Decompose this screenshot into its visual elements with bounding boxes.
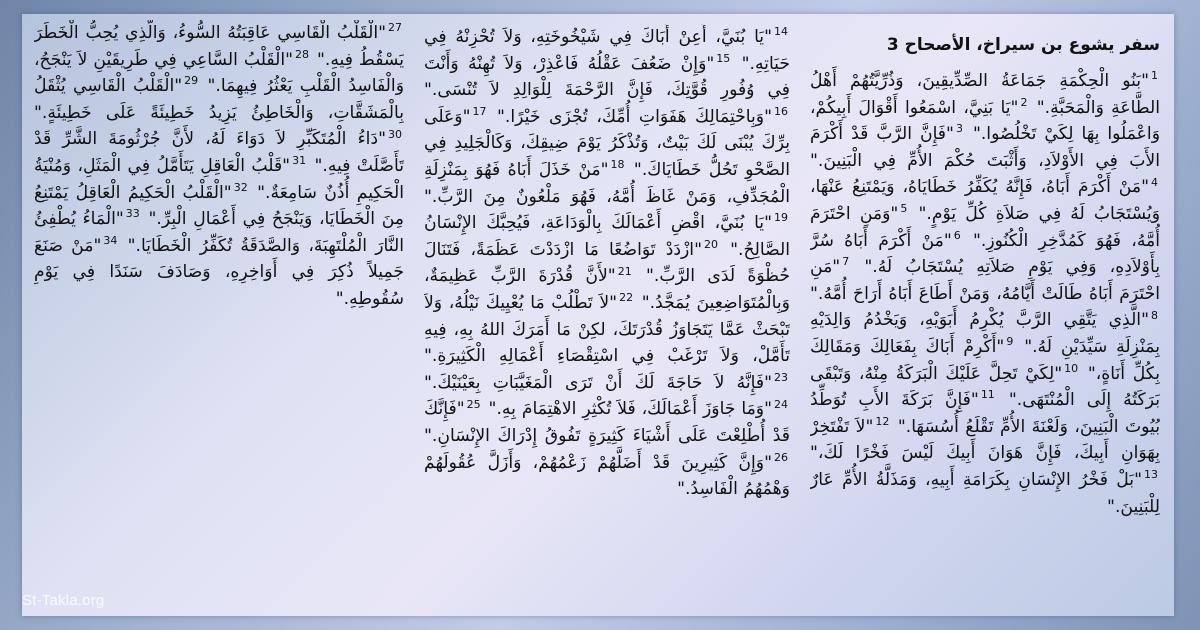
verse-text: "وَمَا جَاوَزَ أَعْمَالَكَ، فَلاَ تُكْثِرِ الاهْتِمَامَ بِهِ." <box>488 399 772 420</box>
verse-number: 30 <box>388 127 402 141</box>
verse-number: 5 <box>900 202 908 216</box>
verse-text: "الْقَلْبُ الْقَاسِي عَاقِبَتُهُ السُّوءُ، وَالَّذِي يُحِبُّ الْخَطَرَ يَسْقُطُ فِيهِ." <box>34 23 404 70</box>
verse-text: "أَكْرِمْ أَبَاكَ بِفَعَالِكَ وَمَقَالِكَ بِكُلِّ أَنَاةٍ،" <box>810 336 1160 384</box>
verse-number: 1 <box>1151 69 1158 83</box>
verse-text: "بَنُو الْحِكْمَةِ جَمَاعَةُ الصِّدِّيقِينَ، وَذُرِّيَّتُهُمْ أَهْلُ الطَّاعَةِ وَالْمَحَبَّةِ." <box>810 71 1160 118</box>
verse-list <box>810 71 1160 517</box>
verse-list <box>34 23 404 309</box>
verse-number: 14 <box>774 25 788 39</box>
verse-text: "فَإِنَّهُ لاَ حَاجَةَ لَكَ أَنْ تَرَى الْمَغَيَّبَاتِ بِعَيْنَيْكَ." <box>424 372 772 393</box>
verse-number: 15 <box>716 51 731 65</box>
verse-number: 29 <box>184 74 199 88</box>
verse-text: "يَا بُنَيَّ، أَعِنْ أَبَاكَ فِي شَيْخُوخَتِهِ، وَلاَ تُحْزِنْهُ فِي حَيَاتِهِ." <box>424 27 790 74</box>
verse-number: 7 <box>842 255 850 269</box>
verse-text: "الْقَلْبُ الْحَكِيمُ الْعَاقِلُ يَمْتَنِعُ مِنَ الْخَطَايَا، وَيَنْجَحُ فِي أَعْمَالِ الْبِرِّ." <box>34 182 404 230</box>
verse-text: "دَاءُ الْمُتَكَبِّرِ لاَ دَوَاءَ لَهُ، لأَنَّ جُرْثُومَةَ الشَّرِّ قَدْ تَأَصَّلَتْ فِيهِ." <box>34 129 404 176</box>
verse-text: "وَبِاحْتِمَالِكَ هَفَوَاتِ أُمِّكَ، تُجْزَى خَيْرًا." <box>497 106 772 127</box>
verse-text: "مَنِ احْتَرَمَ أَبَاهُ طَالَتْ أَيَّامُهُ، وَمَنْ أَطَاعَ أَبَاهُ أَرَاحَ أُمَّهُ." <box>810 257 1160 304</box>
verse-number: 27 <box>388 21 402 35</box>
verse-text: "الْقَلْبُ السَّاعِي فِي طَرِيقَيْنِ لاَ يَنْجَحُ، وَالْفَاسِدُ الْقَلْبِ يَعْثُرُ فِيهِمَا." <box>34 49 404 97</box>
verse-number: 24 <box>774 397 788 411</box>
verse-number: 8 <box>1151 308 1158 322</box>
verse-number: 12 <box>875 414 890 428</box>
site-watermark: St-Takla.org <box>22 592 105 609</box>
verse-number: 26 <box>774 450 788 464</box>
verse-text: "لاَ تَطْلُبْ مَا يُعْيِيكَ نَيْلُهُ، وَلاَ تَبْحَثْ عَمَّا يَتَجَاوَزُ قُدْرَتَكَ، لكِنْ مَا أَمَرَكَ اللهُ بِهِ، فِيهِ تَأَمَّلْ، وَلاَ تَرْغَبْ فِي اسْتِقْصَاءِ أَعْمَالِهِ الْكَثِيرَةِ." <box>424 292 790 367</box>
verse-text: "لاَ تَفْتَخِرْ بِهَوَانِ أَبِيكَ، فَإِنَّ هَوَانَ أَبِيكَ لَيْسَ فَخْرًا لَكَ،" <box>810 416 1160 464</box>
verse-number: 2 <box>1020 95 1028 109</box>
text-column-left <box>34 20 404 420</box>
verse-text: "وَعَلَى بِرِّكَ يُبْنَى لَكَ بَيْتٌ، وَتُذْكَرُ يَوْمَ ضِيقِكَ، وَكَالْجَلِيدِ فِي الصَّحْوِ تَحُلُّ خَطَايَاكَ." <box>424 106 790 180</box>
verse-text: "ازْدَدْ تَوَاضُعًا مَا ازْدَدْتَ عَظَمَةً، فَتَنَالَ حُظْوَةً لَدَى الرَّبِّ." <box>424 239 790 287</box>
verse-text: "مَنْ خَذَلَ أَبَاهُ فَهُوَ بِمَنْزِلَةِ الْمُجَدِّفِ، وَمَنْ غَاظَ أُمَّهُ، فَهُوَ مَلْعُونٌ مِنَ الرَّبِّ." <box>424 159 790 207</box>
verse-text: "لِكَيْ تَحِلَّ عَلَيْكَ الْبَرَكَةُ مِنْهُ، وَتَبْقَى بَرَكَتُهُ إِلَى الْمُنْتَهَى." <box>810 363 1160 411</box>
verse-number: 25 <box>466 397 481 411</box>
verse-number: 33 <box>125 207 140 221</box>
chapter-title: سفر يشوع بن سيراخ، الأصحاح 3 <box>886 35 1160 55</box>
verse-number: 22 <box>619 291 634 305</box>
verse-number: 3 <box>955 122 963 136</box>
verse-number: 6 <box>953 228 961 242</box>
verse-number: 18 <box>610 158 625 172</box>
verse-list <box>424 27 790 499</box>
verse-text: "مَنْ صَنَعَ جَمِيلاً ذُكِرَ فِي أَوَاخِرِهِ، وَصَادَفَ سَنَدًا فِي يَوْمِ سُقُوطِهِ." <box>34 235 404 309</box>
verse-text: "لأَنَّ قُدْرَةَ الرَّبِّ عَظِيمَةٌ، وَبِالْمُتَوَاضِعِينَ يُمَجَّدُ." <box>424 266 790 313</box>
verse-number: 21 <box>617 264 632 278</box>
verse-number: 17 <box>472 105 487 119</box>
verse-text: "فَإِنَّ الرَّبَّ قَدْ أَكْرَمَ الأَبَ فِي الأَوْلاَدِ، وَأَثْبَتَ حُكْمَ الأُمِّ فِي الْبَنِينَ." <box>810 124 1160 171</box>
verse-number: 13 <box>1144 468 1158 482</box>
verse-number: 4 <box>1151 175 1158 189</box>
verse-text: "يَا بَنِيَّ، اسْمَعُوا أَقْوَالَ أَبِيكُمْ، وَاعْمَلُوا بِهَا لِكَيْ تَخْلُصُوا." <box>810 97 1160 145</box>
verse-number: 28 <box>295 47 309 61</box>
verse-text: "فَإِنَّكَ قَدْ أُطْلِعْتَ عَلَى أَشْيَاءَ كَثِيرَةٍ تَفُوقُ إِدْرَاكَ الإِنْسَانِ." <box>424 399 790 446</box>
verse-number: 16 <box>774 105 788 119</box>
verse-number: 32 <box>233 180 248 194</box>
verse-text: "مَنْ أَكْرَمَ أَبَاهُ سُرَّ بِأَوْلاَدِهِ، وَفِي يَوْمِ صَلاَتِهِ يُسْتَجَابُ لَهُ." <box>810 230 1160 278</box>
verse-text: "وَإِنْ ضَعُفَ عَقْلُهُ فَاعْذِرْ، وَلاَ تُهِنْهُ وَأَنْتَ فِي وُفُورِ قُوَّتِكَ، فَإِنَّ الرَّحْمَةَ لِلْوَالِدِ لاَ تُنْسَى." <box>424 53 790 101</box>
verse-number: 20 <box>703 238 718 252</box>
verse-text: "قَلْبُ الْعَاقِلِ يَتَأَمَّلُ فِي الْمَثَلِ، وَمُنْيَةُ الْحَكِيمِ أُذُنٌ سَامِعَةٌ." <box>34 155 404 203</box>
verse-text: "وَمَنِ احْتَرَمَ أُمَّهُ، فَهُوَ كَمُدَّخِرِ الْكُنُوزِ." <box>810 203 1160 251</box>
text-column-right <box>810 28 1160 613</box>
verse-number: 9 <box>1006 335 1014 349</box>
verse-text: "وَإِنَّ كَثِيرِينَ قَدْ أَضَلَّهُمْ زَعْمُهُمْ، وَأَزَلَّ عُقُولَهُمْ وَهْمُهُمُ الْفَاسِدُ." <box>424 452 790 500</box>
verse-text: "الْمَاءُ يُطْفِئُ النَّارَ الْمُلْتَهِبَةَ، وَالصَّدَقَةُ تُكَفِّرُ الْخَطَايَا." <box>34 209 404 256</box>
verse-text: "يَا بُنَيَّ، اقْضِ أَعْمَالَكَ بِالْوَدَاعَةِ، فَيُحِبَّكَ الإِنْسَانُ الصَّالِحُ." <box>424 213 790 260</box>
text-page <box>22 14 1174 616</box>
verse-number: 34 <box>103 234 118 248</box>
verse-number: 19 <box>774 211 788 225</box>
verse-text: "فَإِنَّ بَرَكَةَ الأَبِ تُوَطِّدُ بُيُوتَ الْبَنِينَ، وَلَعْنَةَ الأُمِّ تَقْلَعُ أُسُسَهَا." <box>810 390 1160 437</box>
text-column-middle <box>424 24 790 612</box>
verse-number: 11 <box>980 388 995 402</box>
verse-text: "الَّذِي يَتَّقِي الرَّبَّ يُكْرِمُ أَبَوَيْهِ، وَيَخْدُمُ وَالِدَيْهِ بِمَنْزِلَةِ سَيِّدَيْنِ لَهُ." <box>810 310 1160 357</box>
verse-number: 23 <box>774 370 788 384</box>
verse-number: 10 <box>1064 361 1079 375</box>
verse-text: "مَنْ أَكْرَمَ أَبَاهُ، فَإِنَّهُ يُكَفِّرُ خَطَايَاهُ، وَيَمْتَنِعُ عَنْهَا، وَيُسْتَجَابُ لَهُ فِي صَلاَةِ كُلِّ يَوْمٍ." <box>810 177 1160 224</box>
verse-text: "بَلْ فَخْرُ الإِنْسَانِ بِكَرَامَةِ أَبِيهِ، وَمَذَلَّةُ الأُمِّ عَارٌ لِلْبَنِينَ." <box>810 469 1160 517</box>
verse-number: 31 <box>292 154 307 168</box>
verse-text: "الْقَلْبُ الْقَاسِي يُثْقَلُ بِالْمَشَقَّاتِ، وَالْخَاطِئُ يَزِيدُ خَطِيئَةً عَلَى خَطِيئَةٍ." <box>34 76 404 123</box>
